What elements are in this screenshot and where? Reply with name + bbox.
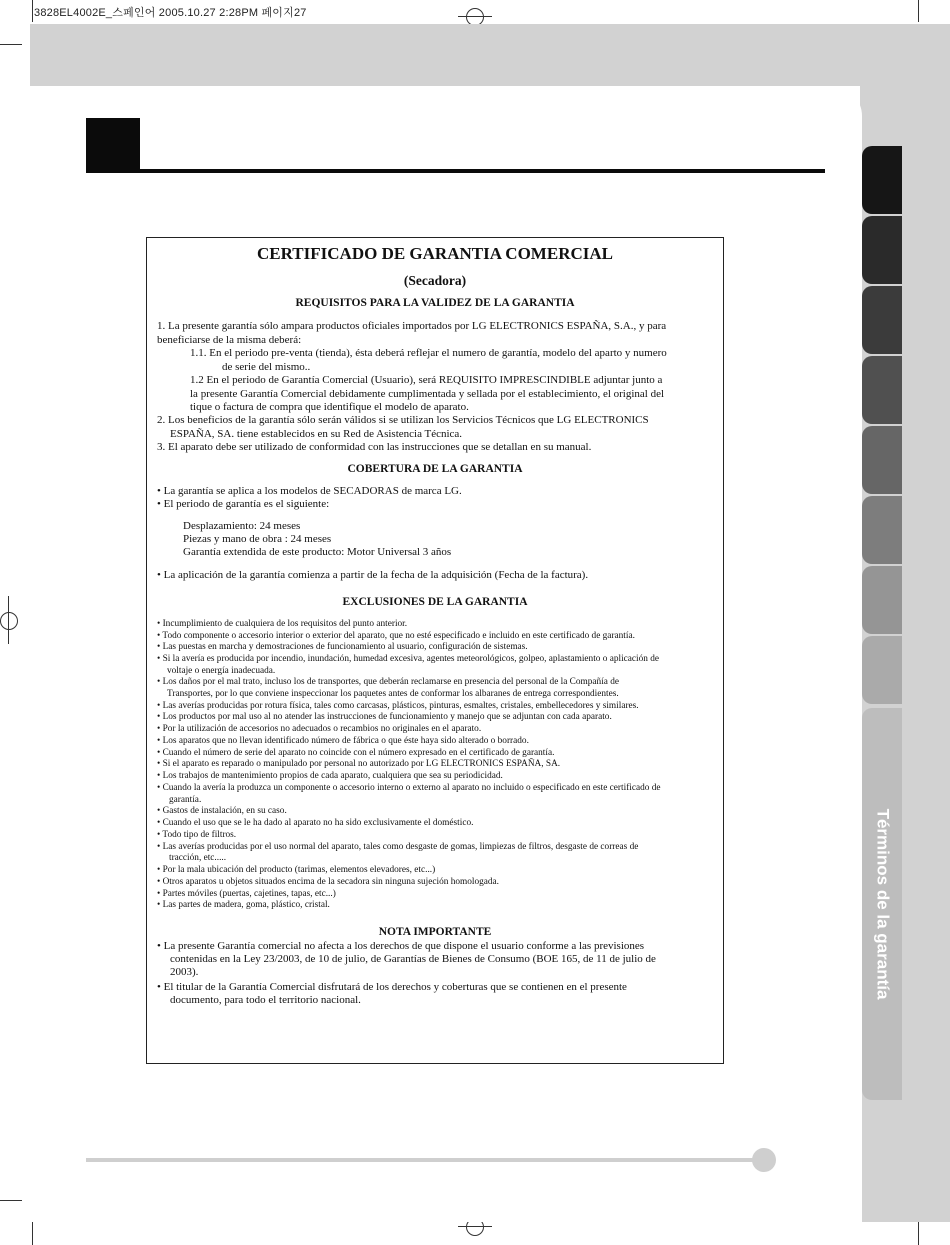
text-line: ESPAÑA, SA. tiene establecidos en su Red de Asistencia Técnica. (170, 428, 463, 440)
text-line: • Los productos por mal uso al no atender las instrucciones de funcionamiento y manejo que se adjuntan con cada aparato. (157, 712, 612, 722)
registration-crosshair (8, 596, 9, 644)
text-line: tracción, etc..... (169, 853, 227, 863)
text-line: • Por la mala ubicación del producto (tarimas, elementos elevadores, etc...) (157, 865, 436, 875)
registration-crosshair (458, 1226, 492, 1227)
crop-mark (32, 0, 33, 22)
crop-mark (0, 1200, 22, 1201)
certificate-subtitle: (Secadora) (403, 273, 467, 288)
section-heading: EXCLUSIONES DE LA GARANTIA (342, 596, 528, 608)
title-rule (86, 169, 825, 173)
text-line: • Las averías producidas por rotura física, tales como carcasas, plásticos, pinturas, esmaltes, cristales, embellecedores y similares. (157, 701, 639, 711)
crop-mark (918, 0, 919, 22)
text-line: • Las partes de madera, goma, plástico, cristal. (157, 900, 330, 910)
text-line: 1. La presente garantía sólo ampara productos oficiales importados por LG ELECTRONICS ESPAÑA, S.A., y para (157, 320, 667, 332)
text-line: • Todo componente o accesorio interior o exterior del aparato, que no esté especificado e incluido en este certificado de garantía. (157, 631, 635, 641)
certificate-title: CERTIFICADO DE GARANTIA COMERCIAL (257, 244, 613, 263)
text-line: • Por la utilización de accesorios no adecuados o recambios no originales en el aparato. (157, 724, 482, 734)
text-line: • La aplicación de la garantía comienza a partir de la fecha de la adquisición (Fecha de la factura). (157, 569, 589, 581)
chapter-tab-1[interactable] (862, 146, 902, 214)
section-marker-block (86, 118, 140, 172)
chapter-tab-4[interactable] (862, 356, 902, 424)
text-line: • Cuando el número de serie del aparato no coincide con el número expresado en el certificado de garantía. (157, 748, 555, 758)
print-header: 3828EL4002E_스페인어 2005.10.27 2:28PM 페이지27 (34, 7, 307, 19)
text-line: la presente Garantía Comercial debidamente cumplimentada y sellada por el establecimiento, el original del (190, 388, 665, 400)
chapter-tab-label: Términos de la garantía (873, 808, 892, 1000)
crop-mark (32, 1222, 33, 1245)
chapter-tab-7[interactable] (862, 566, 902, 634)
text-line: • Los trabajos de mantenimiento propios de cada aparato, cualquiera que sea su periodicidad. (157, 771, 503, 781)
text-line: 2003). (170, 966, 199, 978)
text-line: tique o factura de compra que identifique el modelo de aparato. (190, 401, 469, 413)
text-line: beneficiarse de la misma deberá: (157, 334, 302, 346)
registration-crosshair (458, 16, 492, 17)
text-line: 1.2 En el periodo de Garantía Comercial (Usuario), será REQUISITO IMPRESCINDIBLE adjuntar junto a (190, 374, 663, 386)
section-heading: REQUISITOS PARA LA VALIDEZ DE LA GARANTIA (295, 297, 575, 309)
footer-dot (752, 1148, 776, 1172)
text-line: • La presente Garantía comercial no afecta a los derechos de que dispone el usuario conforme a las previsiones (157, 940, 645, 952)
text-line: 1.1. En el periodo pre-venta (tienda), ésta deberá reflejar el numero de garantía, modelo del aparto y numero (190, 347, 667, 359)
text-line: • La garantía se aplica a los modelos de SECADORAS de marca LG. (157, 485, 462, 497)
text-line: • El periodo de garantía es el siguiente: (157, 498, 330, 510)
text-line: • Si el aparato es reparado o manipulado por personal no autorizado por LG ELECTRONICS ESPAÑA, SA. (157, 759, 561, 769)
text-line: Transportes, por lo que conviene inspeccionar los paquetes antes de conformar los albaranes de entrega correspondientes. (167, 689, 619, 699)
chapter-tab-5[interactable] (862, 426, 902, 494)
text-line: • Partes móviles (puertas, cajetines, tapas, etc...) (157, 889, 336, 899)
text-line: • Los daños por el mal trato, incluso los de transportes, que deberán reclamarse en presencia del personal de la Compañía de (157, 677, 619, 687)
text-line: documento, para todo el territorio nacional. (170, 994, 361, 1006)
text-line: de serie del mismo.. (222, 361, 311, 373)
crop-mark (918, 1222, 919, 1245)
section-heading: NOTA IMPORTANTE (378, 926, 492, 938)
text-line: garantía. (169, 795, 202, 805)
text-line: • Todo tipo de filtros. (157, 830, 237, 840)
text-line: Piezas y mano de obra : 24 meses (183, 533, 332, 545)
text-line: • El titular de la Garantía Comercial disfrutará de los derechos y coberturas que se contienen en el presente (157, 981, 627, 993)
text-line: • Cuando la avería la produzca un componente o accesorio interno o externo al aparato no incluido o especificado en este certificado de (157, 783, 661, 793)
text-line: Desplazamiento: 24 meses (183, 520, 301, 532)
top-band (30, 24, 950, 86)
text-line: • Otros aparatos u objetos situados encima de la secadora sin ninguna sujeción homologada. (157, 877, 499, 887)
chapter-tab-8[interactable] (862, 636, 902, 704)
chapter-tab-6[interactable] (862, 496, 902, 564)
text-line: • Los aparatos que no llevan identificado número de fábrica o que éste haya sido alterado o borrado. (157, 736, 529, 746)
text-line: • Las puestas en marcha y demostraciones de funcionamiento al usuario, configuración de sistemas. (157, 642, 528, 652)
text-line: 3. El aparato debe ser utilizado de conformidad con las instrucciones que se detallan en su manual. (157, 441, 592, 453)
chapter-tab-2[interactable] (862, 216, 902, 284)
text-line: • Gastos de instalación, en su caso. (157, 806, 287, 816)
text-line: • Incumplimiento de cualquiera de los requisitos del punto anterior. (157, 619, 408, 629)
text-line: • Si la avería es producida por incendio, inundación, humedad excesiva, agentes meteorológicos, golpeo, aplastamiento o aplicación de (157, 654, 660, 664)
text-line: • Las averías producidas por el uso normal del aparato, tales como desgaste de gomas, limpiezas de filtros, desgaste de correas de (157, 842, 639, 852)
text-line: voltaje o energía inadecuada. (167, 666, 276, 676)
section-heading: COBERTURA DE LA GARANTIA (347, 463, 523, 475)
registration-mark-icon (0, 612, 18, 630)
text-line: 2. Los beneficios de la garantía sólo serán válidos si se utilizan los Servicios Técnicos que LG ELECTRONICS (157, 414, 649, 426)
text-line: contenidas en la Ley 23/2003, de 10 de julio, de Garantías de Bienes de Consumo (BOE 165, de 11 de julio de (170, 953, 656, 965)
footer-rule (86, 1158, 756, 1162)
text-line: Garantía extendida de este producto: Motor Universal 3 años (183, 546, 452, 558)
chapter-tab-3[interactable] (862, 286, 902, 354)
crop-mark (0, 44, 22, 45)
text-line: • Cuando el uso que se le ha dado al aparato no ha sido exclusivamente el doméstico. (157, 818, 474, 828)
